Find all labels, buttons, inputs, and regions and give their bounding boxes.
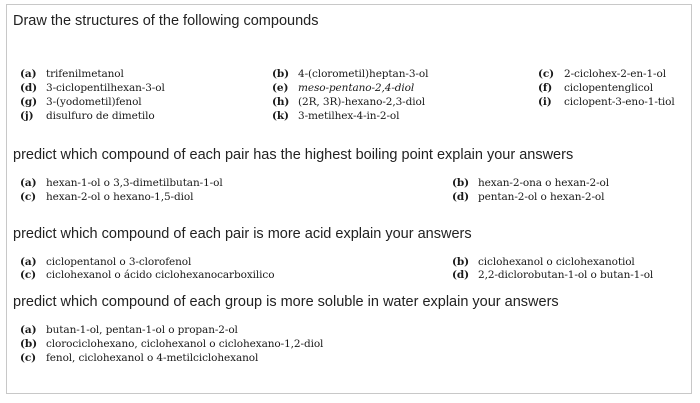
list-item: (e) meso-pentano-2,4-diol (272, 82, 415, 94)
list-item: (d) 2,2-diclorobutan-1-ol o butan-1-ol (452, 269, 654, 281)
list-item: (k) 3-metilhex-4-in-2-ol (272, 110, 400, 122)
list-item: (d) pentan-2-ol o hexan-2-ol (452, 191, 605, 203)
list-item: (b) hexan-2-ona o hexan-2-ol (452, 177, 610, 189)
list-item: (a) trifenilmetanol (20, 68, 124, 80)
list-item: (b) ciclohexanol o ciclohexanotiol (452, 256, 635, 268)
section-heading-draw-structures: Draw the structures of the following compounds (13, 13, 319, 29)
section-heading-acidity: predict which compound of each pair is more acid explain your answers (13, 226, 472, 242)
list-item: (b) 4-(clorometil)heptan-3-ol (272, 68, 429, 80)
list-item: (b) clorociclohexano, ciclohexanol o ciclohexano-1,2-diol (20, 338, 324, 350)
section-heading-boiling-point: predict which compound of each pair has the highest boiling point explain your answers (13, 147, 574, 163)
list-item: (a) butan-1-ol, pentan-1-ol o propan-2-ol (20, 324, 238, 336)
list-item: (d) 3-ciclopentilhexan-3-ol (20, 82, 165, 94)
list-item: (c) hexan-2-ol o hexano-1,5-diol (20, 191, 194, 203)
list-item: (c) fenol, ciclohexanol o 4-metilciclohexanol (20, 352, 259, 364)
list-item: (g) 3-(yodometil)fenol (20, 96, 142, 108)
list-item: (a) ciclopentanol o 3-clorofenol (20, 256, 192, 268)
list-item: (j) disulfuro de dimetilo (20, 110, 155, 122)
list-item: (c) 2-ciclohex-2-en-1-ol (538, 68, 666, 80)
section-heading-solubility: predict which compound of each group is more soluble in water explain your answers (13, 294, 559, 310)
list-item: (f) ciclopentenglicol (538, 82, 653, 94)
list-item: (a) hexan-1-ol o 3,3-dimetilbutan-1-ol (20, 177, 223, 189)
list-item: (c) ciclohexanol o ácido ciclohexanocarboxilico (20, 269, 275, 281)
list-item: (i) ciclopent-3-eno-1-tiol (538, 96, 675, 108)
list-item: (h) (2R, 3R)-hexano-2,3-diol (272, 96, 425, 108)
